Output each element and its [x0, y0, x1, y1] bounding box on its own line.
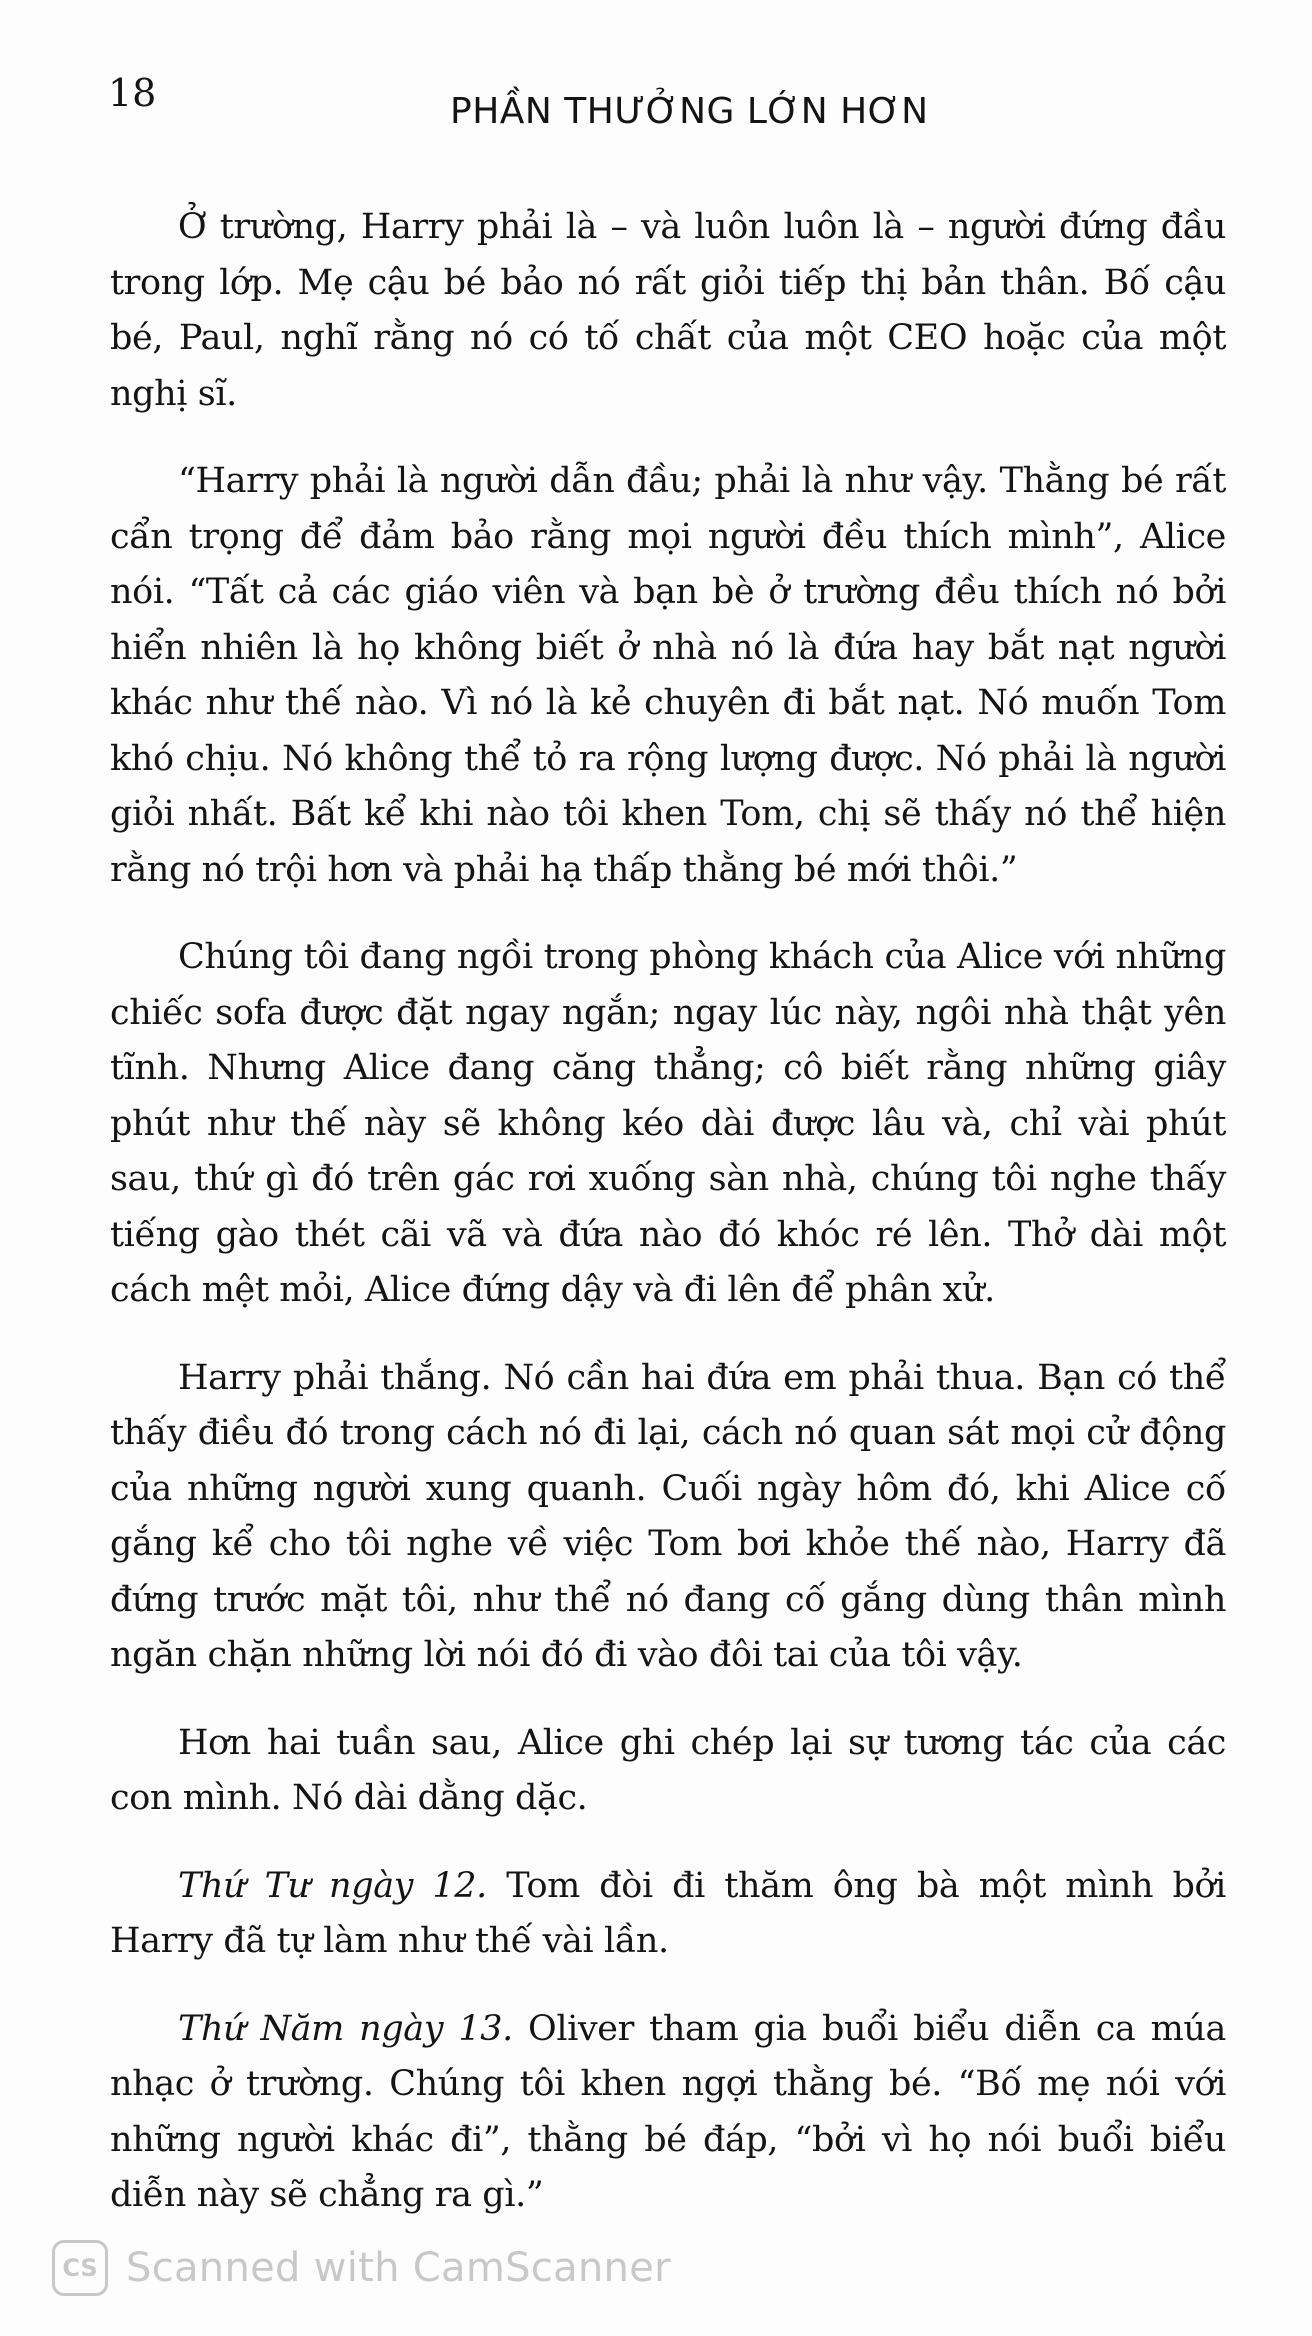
camscanner-watermark [52, 2232, 671, 2304]
entry-date: Thứ Năm ngày 13. [178, 2008, 513, 2049]
paragraph-text: Ở trường, Harry phải là – và luôn luôn là – người đứng đầu trong lớp. Mẹ cậu bé bảo nó rất giỏi tiếp thị bản thân. Bố cậu bé, Paul, nghĩ rằng nó có tố chất của một CEO hoặc của một nghị sĩ. [110, 207, 1226, 414]
body-text [110, 200, 1226, 2256]
diary-entry [110, 1859, 1226, 1970]
page-number: 18 [108, 71, 157, 115]
camscanner-logo-icon: CS [52, 2240, 108, 2296]
entry-text: Oliver tham gia buổi biểu diễn ca múa nhạc ở trường. Chúng tôi khen ngợi thằng bé. “Bố mẹ nói với những người khác đi”, thằng bé đáp, “bởi vì họ nói buổi biểu diễn này sẽ chẳng ra gì.” [110, 2008, 1226, 2215]
paragraph [110, 1716, 1226, 1827]
paragraph-text: Hơn hai tuần sau, Alice ghi chép lại sự tương tác của các con mình. Nó dài dằng dặc. [110, 1722, 1226, 1818]
paragraph [110, 930, 1226, 1319]
paragraph [110, 1351, 1226, 1684]
paragraph-text: “Harry phải là người dẫn đầu; phải là như vậy. Thằng bé rất cẩn trọng để đảm bảo rằng mọi người đều thích mình”, Alice nói. “Tất cả các giáo viên và bạn bè ở trường đều thích nó bởi hiển nhiên là họ không biết ở nhà nó là đứa hay bắt nạt người khác như thế nào. Vì nó là kẻ chuyên đi bắt nạt. Nó muốn Tom khó chịu. Nó không thể tỏ ra rộng lượng được. Nó phải là người giỏi nhất. Bất kể khi nào tôi khen Tom, chị sẽ thấy nó thể hiện rằng nó trội hơn và phải hạ thấp thằng bé mới thôi.” [110, 461, 1226, 890]
running-title: PHẦN THƯỞNG LỚN HƠN [450, 91, 929, 132]
paragraph [110, 454, 1226, 898]
watermark-text: Scanned with CamScanner [126, 2245, 671, 2291]
entry-date: Thứ Tư ngày 12. [178, 1865, 487, 1906]
paragraph-text: Harry phải thắng. Nó cần hai đứa em phải thua. Bạn có thể thấy điều đó trong cách nó đi lại, cách nó quan sát mọi cử động của những người xung quanh. Cuối ngày hôm đó, khi Alice cố gắng kể cho tôi nghe về việc Tom bơi khỏe thế nào, Harry đã đứng trước mặt tôi, như thể nó đang cố gắng dùng thân mình ngăn chặn những lời nói đó đi vào đôi tai của tôi vậy. [110, 1357, 1226, 1675]
diary-entry [110, 2002, 1226, 2224]
paragraph-text: Chúng tôi đang ngồi trong phòng khách của Alice với những chiếc sofa được đặt ngay ngắn; ngay lúc này, ngôi nhà thật yên tĩnh. Nhưng Alice đang căng thẳng; cô biết rằng những giây phút như thế này sẽ không kéo dài được lâu và, chỉ vài phút sau, thứ gì đó trên gác rơi xuống sàn nhà, chúng tôi nghe thấy tiếng gào thét cãi vã và đứa nào đó khóc ré lên. Thở dài một cách mệt mỏi, Alice đứng dậy và đi lên để phân xử. [110, 937, 1226, 1310]
paragraph [110, 200, 1226, 422]
entry-text: Tom đòi đi thăm ông bà một mình bởi Harry đã tự làm như thế vài lần. [110, 1865, 1226, 1961]
